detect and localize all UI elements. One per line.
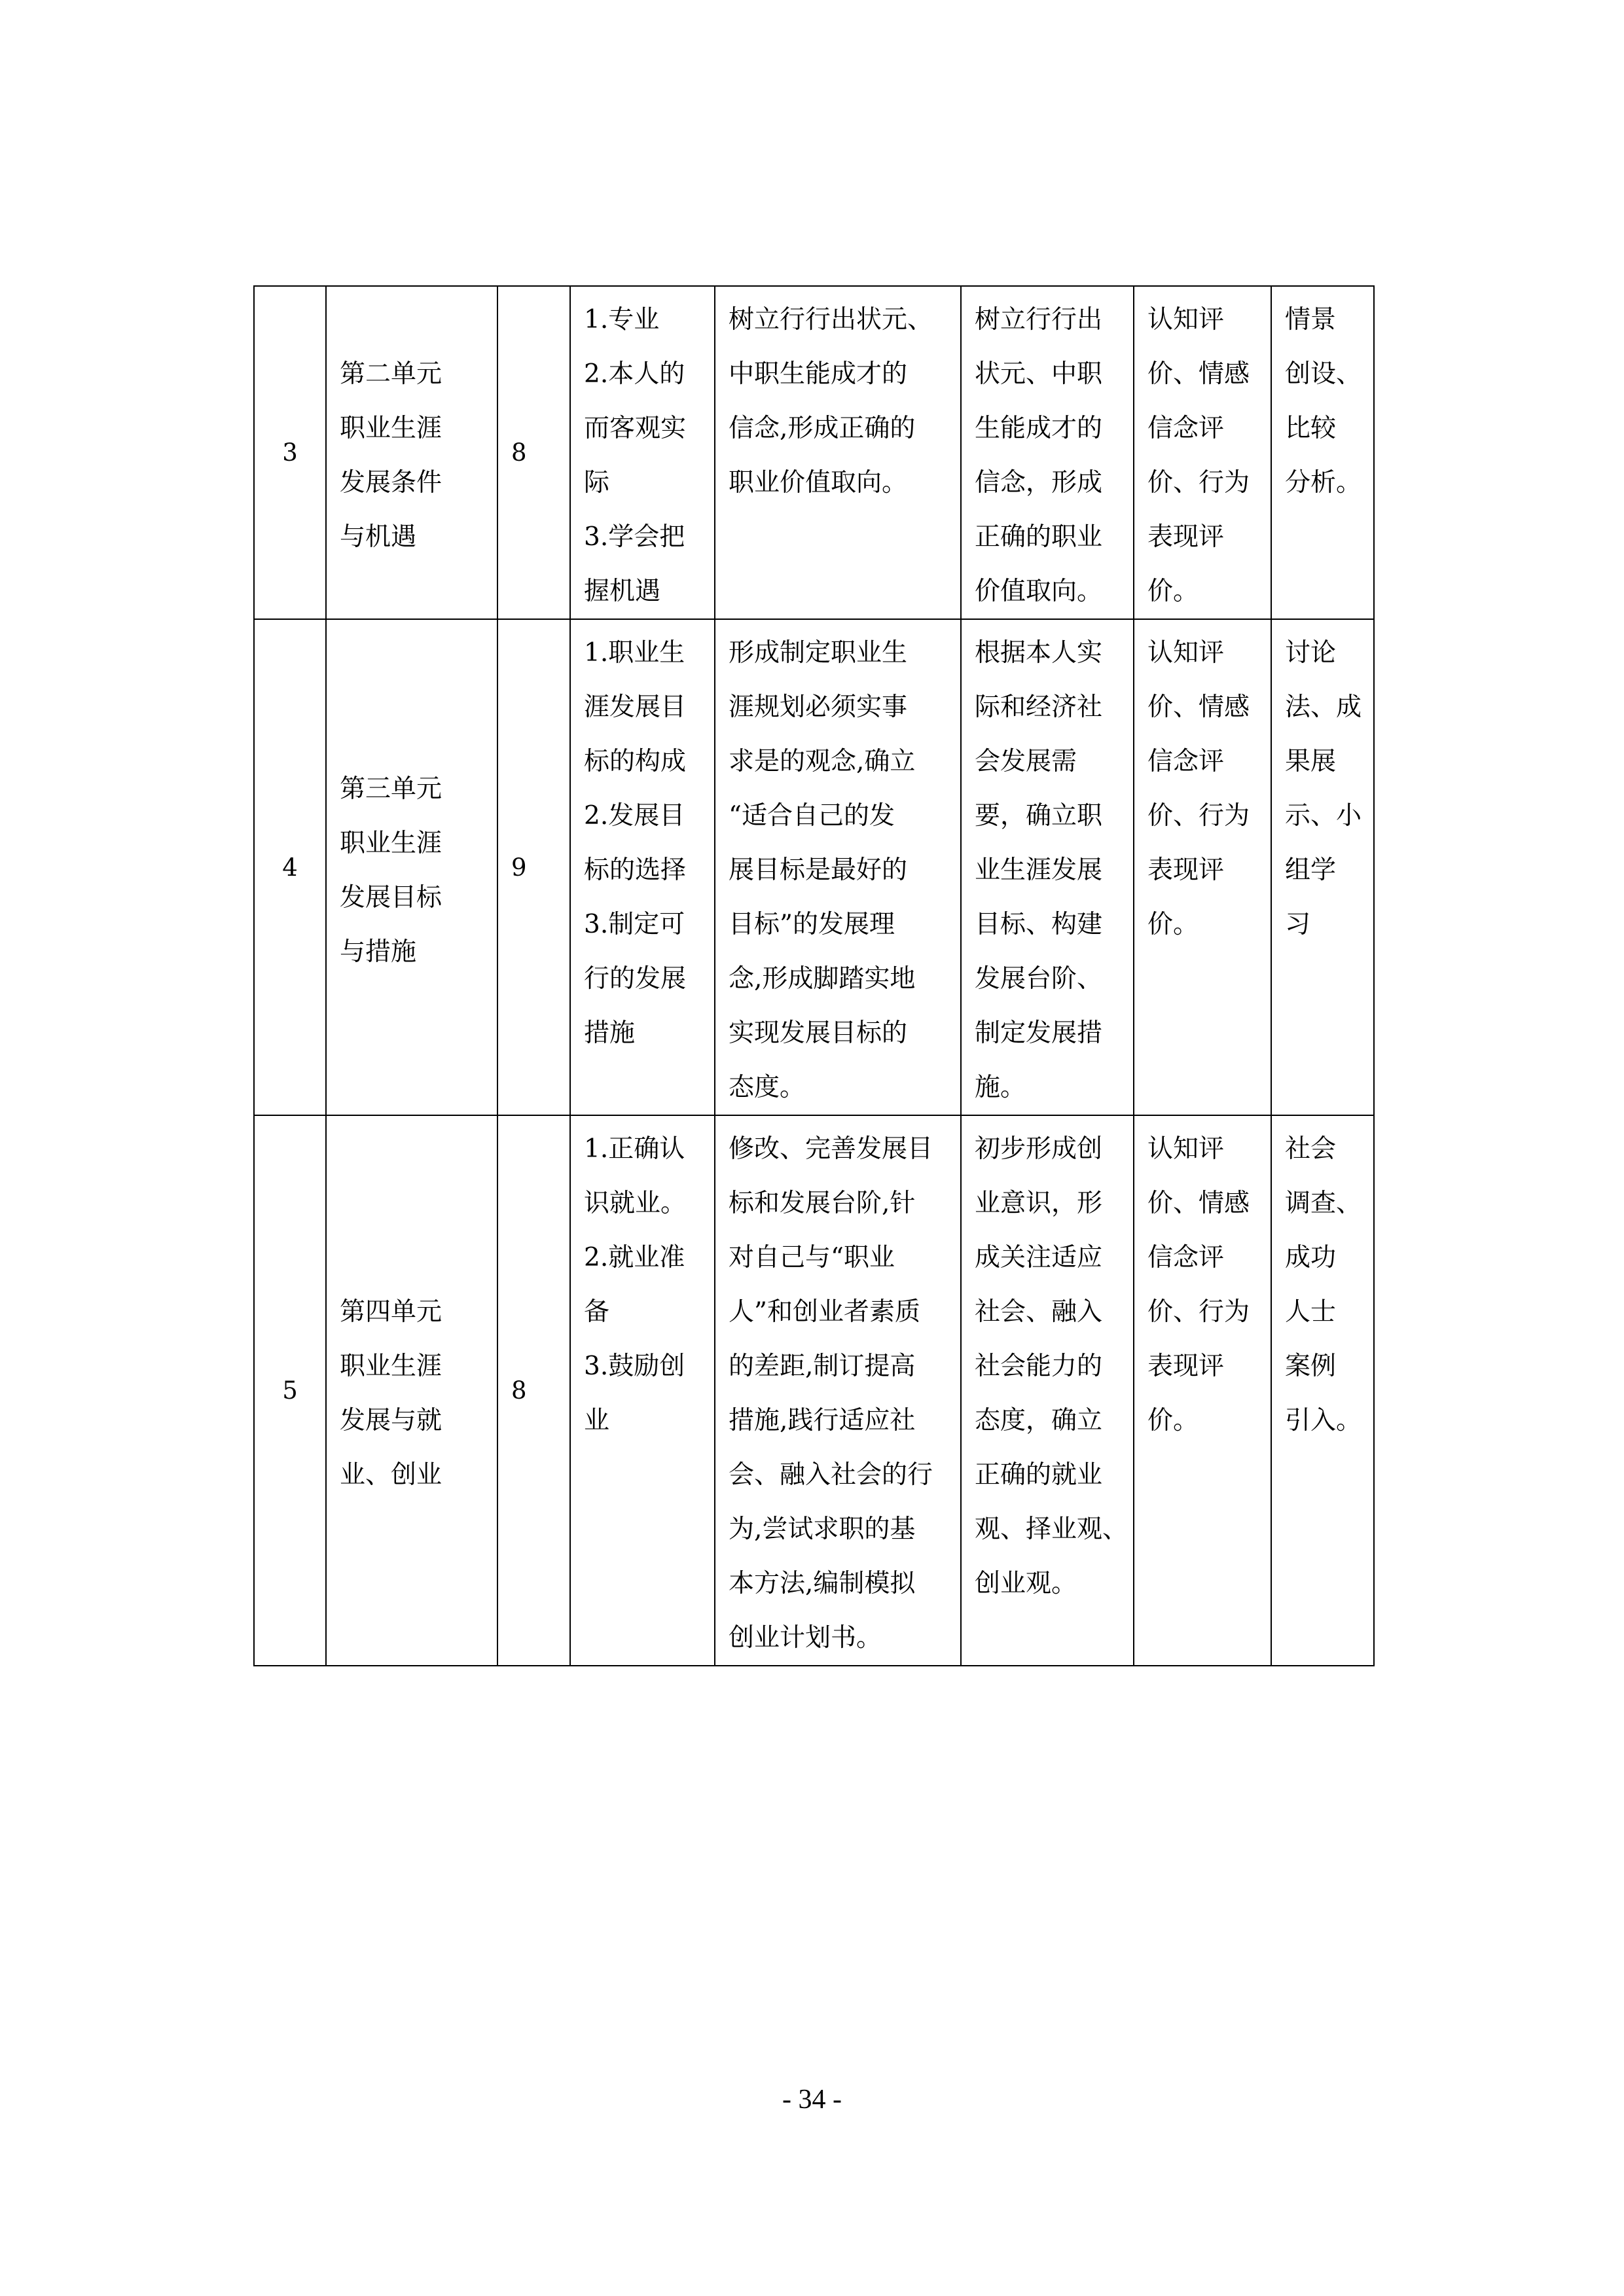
unit-line: 职业生涯 (340, 828, 442, 858)
method-line: 调查、 (1285, 1189, 1362, 1218)
method-line: 法、成 (1285, 692, 1362, 722)
goal-line: 求是的观念,确立 (729, 747, 916, 776)
key-point-line: 状元、中职 (975, 359, 1103, 389)
goal-line: 修改、完善发展目 (729, 1134, 933, 1164)
method-cell (1271, 1115, 1374, 1666)
key-point-line: 根据本人实 (975, 638, 1103, 668)
hours-cell: 8 (497, 286, 570, 619)
key-point-line: 制定发展措 (975, 1018, 1103, 1048)
goal-line: 目标”的发展理 (729, 910, 895, 939)
content-line: 3.制定可 (584, 910, 685, 939)
table-row (254, 619, 1374, 1115)
goal-line: 态度。 (729, 1073, 806, 1102)
goal-line: 实现发展目标的 (729, 1018, 908, 1048)
unit-line: 发展条件 (340, 468, 442, 497)
evaluation-line: 价。 (1147, 1406, 1199, 1435)
evaluation-line: 价。 (1147, 910, 1199, 939)
table-row (254, 1115, 1374, 1666)
unit-line: 第二单元 (340, 359, 442, 389)
method-line: 示、小 (1285, 801, 1362, 831)
content-line: 际 (584, 468, 610, 497)
evaluation-line: 信念评 (1147, 414, 1225, 443)
method-line: 组学 (1285, 855, 1337, 885)
goal-cell (715, 1115, 961, 1666)
unit-line: 第三单元 (340, 774, 442, 804)
method-cell (1271, 619, 1374, 1115)
method-line: 案例 (1285, 1352, 1337, 1381)
method-line: 习 (1285, 910, 1311, 939)
key-point-line: 正确的就业 (975, 1460, 1103, 1490)
evaluation-line: 表现评 (1147, 522, 1225, 552)
key-point-line: 态度，确立 (975, 1406, 1103, 1435)
content-line: 措施 (584, 1018, 636, 1048)
goal-cell (715, 619, 961, 1115)
goal-line: 标和发展台阶,针 (729, 1189, 916, 1218)
content-line: 而客观实 (584, 414, 687, 443)
content-cell (570, 619, 715, 1115)
content-line: 涯发展目 (584, 692, 687, 722)
key-point-line: 观、择业观、 (975, 1515, 1128, 1544)
content-line: 业 (584, 1406, 610, 1435)
key-point-line: 目标、构建 (975, 910, 1103, 939)
key-point-line: 际和经济社 (975, 692, 1103, 722)
key-point-line: 生能成才的 (975, 414, 1103, 443)
content-line: 1.职业生 (584, 638, 685, 668)
unit-line: 职业生涯 (340, 414, 442, 443)
content-line: 标的构成 (584, 747, 687, 776)
goal-line: 措施,践行适应社 (729, 1406, 916, 1435)
key-point-line: 业生涯发展 (975, 855, 1103, 885)
key-point-line: 社会、融入 (975, 1297, 1103, 1327)
unit-cell (326, 1115, 497, 1666)
content-line: 2.发展目 (584, 801, 685, 831)
evaluation-line: 价、行为 (1147, 468, 1250, 497)
goal-line: 创业计划书。 (729, 1623, 882, 1653)
key-point-line: 要，确立职 (975, 801, 1103, 831)
goal-line: 树立行行出状元、 (729, 305, 933, 334)
key-point-line: 树立行行出 (975, 305, 1103, 334)
evaluation-line: 认知评 (1147, 638, 1225, 668)
goal-line: 会、融入社会的行 (729, 1460, 933, 1490)
evaluation-line: 价、情感 (1147, 692, 1250, 722)
content-line: 握机遇 (584, 577, 661, 606)
key-point-line: 信念，形成 (975, 468, 1103, 497)
method-line: 比较 (1285, 414, 1337, 443)
content-line: 行的发展 (584, 964, 687, 994)
evaluation-line: 信念评 (1147, 1243, 1225, 1272)
method-line: 社会 (1285, 1134, 1337, 1164)
goal-line: 中职生能成才的 (729, 359, 908, 389)
key-point-line: 创业观。 (975, 1569, 1077, 1598)
goal-line: 形成制定职业生 (729, 638, 908, 668)
key-point-line: 业意识，形 (975, 1189, 1103, 1218)
evaluation-line: 认知评 (1147, 305, 1225, 334)
unit-line: 发展与就 (340, 1406, 442, 1435)
method-cell (1271, 286, 1374, 619)
goal-line: 本方法,编制模拟 (729, 1569, 916, 1598)
evaluation-line: 表现评 (1147, 1352, 1225, 1381)
method-line: 成功 (1285, 1243, 1337, 1272)
evaluation-cell (1134, 619, 1271, 1115)
evaluation-cell (1134, 286, 1271, 619)
evaluation-line: 价、情感 (1147, 359, 1250, 389)
goal-line: 展目标是最好的 (729, 855, 908, 885)
key-point-cell (961, 1115, 1134, 1666)
unit-line: 与措施 (340, 937, 417, 967)
key-point-line: 初步形成创 (975, 1134, 1103, 1164)
evaluation-line: 表现评 (1147, 855, 1225, 885)
goal-line: 对自己与“职业 (729, 1243, 895, 1272)
key-point-line: 社会能力的 (975, 1352, 1103, 1381)
content-cell (570, 286, 715, 619)
method-line: 情景 (1285, 305, 1337, 334)
table-row (254, 286, 1374, 619)
evaluation-line: 信念评 (1147, 747, 1225, 776)
method-line: 创设、 (1285, 359, 1362, 389)
hours-cell: 8 (497, 1115, 570, 1666)
unit-line: 第四单元 (340, 1297, 442, 1327)
hours-cell: 9 (497, 619, 570, 1115)
key-point-cell (961, 619, 1134, 1115)
key-point-line: 发展台阶、 (975, 964, 1103, 994)
method-line: 分析。 (1285, 468, 1362, 497)
goal-line: 念,形成脚踏实地 (729, 964, 916, 994)
key-point-line: 价值取向。 (975, 577, 1103, 606)
table-body (254, 286, 1374, 1666)
goal-line: 涯规划必须实事 (729, 692, 908, 722)
key-point-cell (961, 286, 1134, 619)
key-point-line: 成关注适应 (975, 1243, 1103, 1272)
method-line: 人士 (1285, 1297, 1337, 1327)
evaluation-cell (1134, 1115, 1271, 1666)
evaluation-line: 价、行为 (1147, 801, 1250, 831)
goal-line: 信念,形成正确的 (729, 414, 916, 443)
key-point-line: 会发展需 (975, 747, 1077, 776)
content-line: 识就业。 (584, 1189, 687, 1218)
curriculum-table (253, 285, 1375, 1666)
row-number-cell: 5 (254, 1115, 326, 1666)
goal-line: 职业价值取向。 (729, 468, 908, 497)
goal-line: 人”和创业者素质 (729, 1297, 920, 1327)
content-line: 1.正确认 (584, 1134, 685, 1164)
evaluation-line: 价、行为 (1147, 1297, 1250, 1327)
key-point-line: 正确的职业 (975, 522, 1103, 552)
row-number-cell: 3 (254, 286, 326, 619)
goal-line: 的差距,制订提高 (729, 1352, 916, 1381)
evaluation-line: 价、情感 (1147, 1189, 1250, 1218)
unit-line: 发展目标 (340, 882, 442, 912)
content-line: 备 (584, 1297, 610, 1327)
content-line: 标的选择 (584, 855, 687, 885)
content-line: 2.就业准 (584, 1243, 685, 1272)
key-point-line: 施。 (975, 1073, 1026, 1102)
unit-cell (326, 286, 497, 619)
page-number: - 34 - (782, 2085, 842, 2115)
goal-line: “适合自己的发 (729, 801, 895, 831)
method-line: 引入。 (1285, 1406, 1362, 1435)
content-line: 1.专业 (584, 305, 660, 334)
method-line: 果展 (1285, 747, 1337, 776)
evaluation-line: 认知评 (1147, 1134, 1225, 1164)
goal-line: 为,尝试求职的基 (729, 1515, 916, 1544)
evaluation-line: 价。 (1147, 577, 1199, 606)
method-line: 讨论 (1285, 638, 1337, 668)
content-line: 3.学会把 (584, 522, 685, 552)
content-cell (570, 1115, 715, 1666)
row-number-cell: 4 (254, 619, 326, 1115)
goal-cell (715, 286, 961, 619)
unit-line: 职业生涯 (340, 1352, 442, 1381)
unit-line: 业、创业 (340, 1460, 442, 1490)
unit-line: 与机遇 (340, 522, 417, 552)
content-line: 3.鼓励创 (584, 1352, 685, 1381)
content-line: 2.本人的 (584, 359, 685, 389)
unit-cell (326, 619, 497, 1115)
